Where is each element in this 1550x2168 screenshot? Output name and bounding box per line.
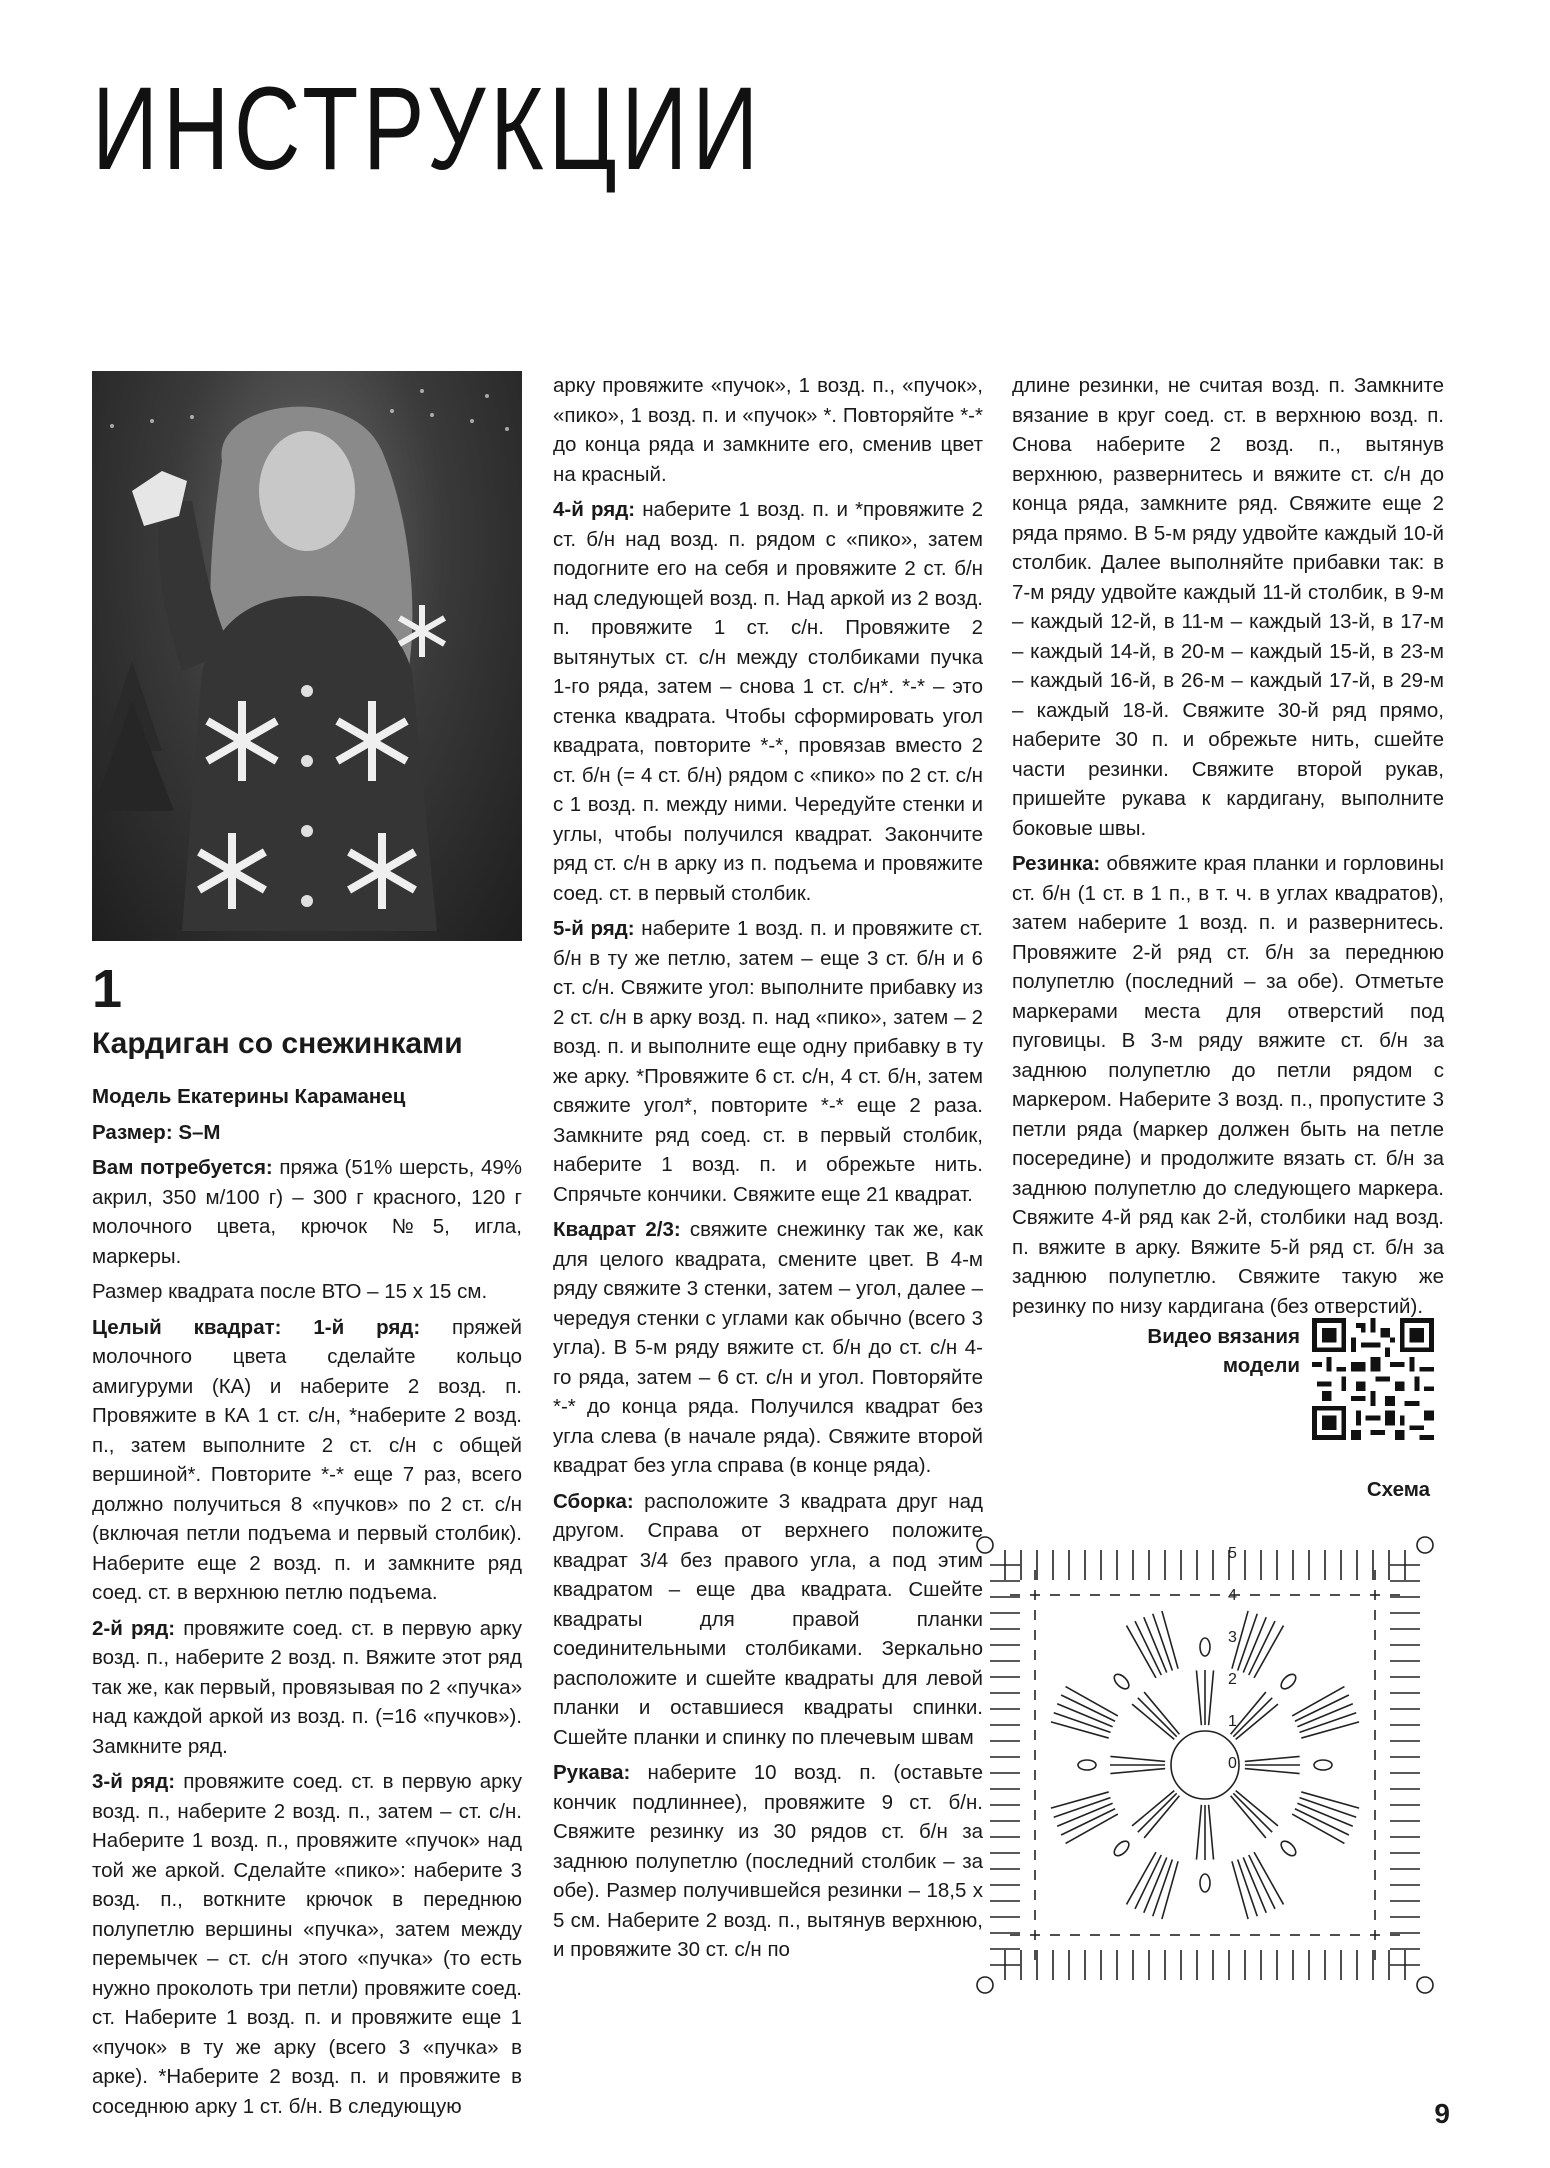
video-qr-block[interactable] xyxy=(1140,1318,1446,1440)
col2-paragraph-text: арку провяжите «пучок», 1 возд. п., «пучок», «пико», 1 возд. п. и «пучок» *. Повторяйте *-* до конца ряда и замкните его, сменив цвет на красный. xyxy=(553,374,983,486)
col1-paragraph xyxy=(92,1767,522,2121)
col1-paragraph-text: пряжей молочного цвета сделайте кольцо амигуруми (КА) и наберите 2 возд. п. Провяжите в КА 1 ст. с/н, *наберите 2 возд. п., затем выполните 2 ст. с/н с общей вершиной*. Повторите *-* еще 7 раз, всего должно получиться 8 «пучков» по 2 ст. с/н (включая петли подъема и первый столбик). Наберите еще 2 возд. п. и замкните ряд соед. ст. в верхнюю петлю подъема. xyxy=(92,1315,522,1604)
scheme-stitch xyxy=(1110,1756,1165,1761)
scheme-stitch xyxy=(1245,1756,1300,1761)
col3-paragraph-label: Резинка: xyxy=(1012,852,1101,875)
col2-paragraph-text: расположите 3 квадрата друг над другом. Справа от верхнего положите квадрат 3/4 без правого угла, а под этим квадратом – еще два квадрата. Сшейте квадраты для правой планки соединительными столбиками. Зеркально расположите и сшейте квадраты для левой планки и оставшиеся квадраты спинки. Сшейте планки и спинку по плечевым швам xyxy=(553,1489,983,1749)
column-3 xyxy=(1012,371,1444,1327)
scheme-picot xyxy=(1112,1672,1132,1692)
col1-paragraph-text: пряжа (51% шерсть, 49% акрил, 350 м/100 г) – 300 г красного, 120 г молочного цвета, крючок №5, игла, маркеры. xyxy=(92,1156,523,1268)
scheme-stitch xyxy=(1110,1769,1165,1774)
scheme-stitch xyxy=(1196,1805,1201,1860)
col3-paragraph-text: обвяжите края планки и горловины ст. б/н (1 ст. в 1 п., в т. ч. в углах квадратов), затем наберите 1 возд. п. и развернитесь. Провяжите 2-й ряд ст. б/н за переднюю полупетлю (последний – за обе). Отметьте маркерами места для отверстий под пуговицы. В 3-м ряду вяжите ст. б/н за заднюю полупетлю до петли рядом с маркером. Наберите 3 возд. п., пропустите 3 петли ряда (маркер должен быть на петле посередине) и продолжите вязать ст. б/н за заднюю полупетлю до следующего маркера. Свяжите 4-й ряд как 2-й, столбики над возд. п. вяжите в арку. Вяжите 5-й ряд ст. б/н за заднюю полупетлю. Свяжите такую же резинку по низу кардигана (без отверстий). xyxy=(1012,852,1444,1318)
col2-paragraph xyxy=(553,1758,983,1965)
scheme-picot xyxy=(1078,1760,1096,1770)
col1-paragraph xyxy=(92,1277,522,1307)
col2-paragraph xyxy=(553,1487,983,1753)
scheme-picot xyxy=(1279,1839,1299,1859)
col2-paragraph-text: наберите 10 возд. п. (оставьте кончик подлиннее), провяжите 9 ст. б/н. Свяжите резинку из 30 рядов ст. б/н за заднюю полупетлю (последний столбик – за обе). Размер получившейся резинки – 18,5 х 5 см. Наберите 2 возд. п., вытянув верхнюю, и провяжите 30 ст. с/н по xyxy=(553,1761,983,1961)
crochet-scheme xyxy=(960,1520,1450,2010)
project-model: Модель Екатерины Караманец xyxy=(92,1085,406,1108)
col2-paragraph xyxy=(553,1215,983,1481)
scheme-corner-arc xyxy=(977,1977,993,1993)
scheme-picot xyxy=(1200,1874,1210,1892)
col1-paragraph-text: Размер квадрата после ВТО – 15 х 15 см. xyxy=(92,1280,488,1303)
scheme-row-number: 1 xyxy=(1228,1713,1237,1730)
scheme-stitch xyxy=(1233,1698,1272,1737)
col3-paragraph xyxy=(1012,849,1444,1321)
col3-body xyxy=(1012,371,1444,1321)
scheme-stitch xyxy=(1209,1670,1214,1725)
scheme-row-number: 3 xyxy=(1228,1629,1237,1646)
scheme-picot xyxy=(1314,1760,1332,1770)
scheme-stitch xyxy=(1301,1792,1359,1808)
scheme-row-number: 2 xyxy=(1228,1671,1237,1688)
scheme-stitch xyxy=(1051,1792,1109,1808)
col1-paragraph-label: Целый квадрат: 1-й ряд: xyxy=(92,1315,421,1339)
col2-paragraph-text: наберите 1 возд. п. и провяжите ст. б/н в ту же петлю, затем – еще 3 ст. б/н и 6 ст. с/н. Свяжите угол: выполните прибавку из 2 ст. с/н в арку возд. п. над «пико», затем – 2 возд. п. и выполните еще одну прибавку в ту же арку. *Провяжите 6 ст. с/н, 4 ст. б/н, затем свяжите угол*, повторите *-* еще 2 раза. Замкните ряд соед. ст. в первый столбик, наберите 1 возд. п. и обрежьте нить. Спрячьте кончики. Свяжите еще 21 квадрат. xyxy=(553,917,983,1206)
scheme-stitch xyxy=(1209,1805,1214,1860)
col2-body xyxy=(553,371,983,1965)
scheme-corner-arc xyxy=(1417,1537,1433,1553)
scheme-row-number: 4 xyxy=(1228,1587,1237,1604)
scheme-stitch xyxy=(1162,1611,1178,1669)
scheme-stitch xyxy=(1162,1861,1178,1919)
model-photo xyxy=(92,371,522,941)
scheme-stitch xyxy=(1245,1769,1300,1774)
scheme-corner-arc xyxy=(977,1537,993,1553)
col1-paragraph-label: Вам потребуется: xyxy=(92,1156,273,1179)
scheme-stitch xyxy=(1138,1793,1177,1832)
col2-paragraph xyxy=(553,371,983,489)
scheme-stitch xyxy=(1138,1698,1177,1737)
col2-paragraph xyxy=(553,495,983,908)
scheme-title: Схема xyxy=(1366,1478,1430,1501)
project-number: 1 xyxy=(92,959,123,1019)
col3-paragraph-text: длине резинки, не считая возд. п. Замкните вязание в круг соед. ст. в верхнюю возд. п. Снова наберите 2 возд. п., вытянув верхнюю, развернитесь и вяжите ст. с/н до конца ряда, замкните ряд. Свяжите еще 2 ряда прямо. В 5-м ряду удвойте каждый 10-й столбик. Далее выполняйте прибавки так: в 7-м ряду удвойте каждый 11-й столбик, в 9-м – каждый 12-й, в 11-м – каждый 13-й, в 17-м – каждый 14-й, в 20-м – каждый 15-й, в 23-м – каждый 16-й, в 26-м – каждый 17-й, в 29-м – каждый 18-й. Свяжите 30-й ряд прямо, наберите 30 п. и обрежьте нить, сшейте части резинки. Свяжите второй рукав, пришейте рукава к кардигану, выполните боковые швы. xyxy=(1012,374,1444,840)
scheme-picot xyxy=(1279,1672,1299,1692)
scheme-stitch xyxy=(1196,1670,1201,1725)
project-title: Кардиган со снежинками xyxy=(92,1027,463,1060)
scheme-row-number: 0 xyxy=(1228,1755,1237,1772)
scheme-picot xyxy=(1112,1839,1132,1859)
scheme-stitch xyxy=(1051,1722,1109,1738)
col2-paragraph-text: свяжите снежинку так же, как для целого квадрата, смените цвет. В 4-м ряду свяжите 3 стенки, затем – угол, далее – чередуя стенки с углами как обычно (всего 3 угла). В 5-м ряду вяжите ст. б/н до ст. с/н 4-го ряда, затем – 6 ст. с/н и угол. Повторяйте *-* до конца ряда. Получился квадрат без угла слева (в начале ряда). Свяжите второй квадрат без угла справа (в конце ряда). xyxy=(553,1218,983,1477)
scheme-stitch xyxy=(1232,1861,1248,1919)
col1-paragraph-label: 3-й ряд: xyxy=(92,1770,176,1793)
col1-body xyxy=(92,1153,522,2121)
col2-paragraph-label: Квадрат 2/3: xyxy=(553,1218,681,1241)
col1-paragraph-text: провяжите соед. ст. в первую арку возд. п., наберите 2 возд. п. Вяжите этот ряд так же, как первый, провязывая по 2 «пучка» над каждой аркой из возд. п. (=16 «пучков»). Замкните ряд. xyxy=(92,1616,522,1758)
col2-paragraph-label: Рукава: xyxy=(553,1761,631,1784)
col1-paragraph xyxy=(92,1313,522,1608)
col1-paragraph-text: провяжите соед. ст. в первую арку возд. п., наберите 2 возд. п., затем – ст. с/н. Наберите 1 возд. п., провяжите «пучок» над той же аркой. Сделайте «пико»: наберите 3 возд. п., воткните крючок в переднюю полупетлю вершины «пучка», затем между перемычек – ст. с/н этого «пучка» (то есть нужно проколоть три петли) провяжите соед. ст. Наберите 1 возд. п. и провяжите еще 1 «пучок» в ту же арку (всего 3 «пучка» в арке). *Наберите 2 возд. п. и провяжите в соседнюю арку 1 ст. б/н. В следующую xyxy=(92,1770,522,2118)
col1-paragraph-label: 2-й ряд: xyxy=(92,1616,176,1640)
col1-paragraph xyxy=(92,1153,522,1271)
scheme-stitch xyxy=(1301,1722,1359,1738)
scheme-stitch xyxy=(1233,1793,1272,1832)
column-2 xyxy=(553,371,983,1971)
page-number: 9 xyxy=(1434,2098,1450,2129)
page-title: ИНСТРУКЦИИ xyxy=(92,63,763,195)
col1-paragraph xyxy=(92,1614,522,1762)
col2-paragraph-label: 5-й ряд: xyxy=(553,917,635,940)
scheme-picot xyxy=(1200,1638,1210,1656)
column-1 xyxy=(92,940,522,2127)
col2-paragraph-label: 4-й ряд: xyxy=(553,498,636,521)
col2-paragraph xyxy=(553,914,983,1209)
qr-code-icon[interactable] xyxy=(1312,1318,1434,1440)
col2-paragraph-text: наберите 1 возд. п. и *провяжите 2 ст. б/н над возд. п. рядом с «пико», затем подогните его на себя и провяжите 2 ст. б/н над следующей возд. п. Над аркой из 2 возд. п. провяжите 1 ст. с/н. Провяжите 2 вытянутых ст. с/н между столбиками пучка 1-го ряда, затем – снова 1 ст. с/н*. *-* – это стенка квадрата. Чтобы сформировать угол квадрата, повторите *-*, провязав вместо 2 ст. б/н (= 4 ст. б/н) рядом с «пико» по 2 ст. с/н с 1 возд. п. между ними. Чередуйте стенки и углы, чтобы получился квадрат. Закончите ряд ст. с/н в арку из п. подъема и провяжите соед. ст. в первый столбик. xyxy=(553,498,983,905)
scheme-corner-arc xyxy=(1417,1977,1433,1993)
col2-paragraph-label: Сборка: xyxy=(553,1489,634,1513)
col3-paragraph xyxy=(1012,371,1444,843)
video-label: Видео вязания модели xyxy=(1147,1325,1300,1377)
scheme-row-number: 5 xyxy=(1228,1545,1237,1562)
project-size: Размер: S–M xyxy=(92,1120,221,1144)
